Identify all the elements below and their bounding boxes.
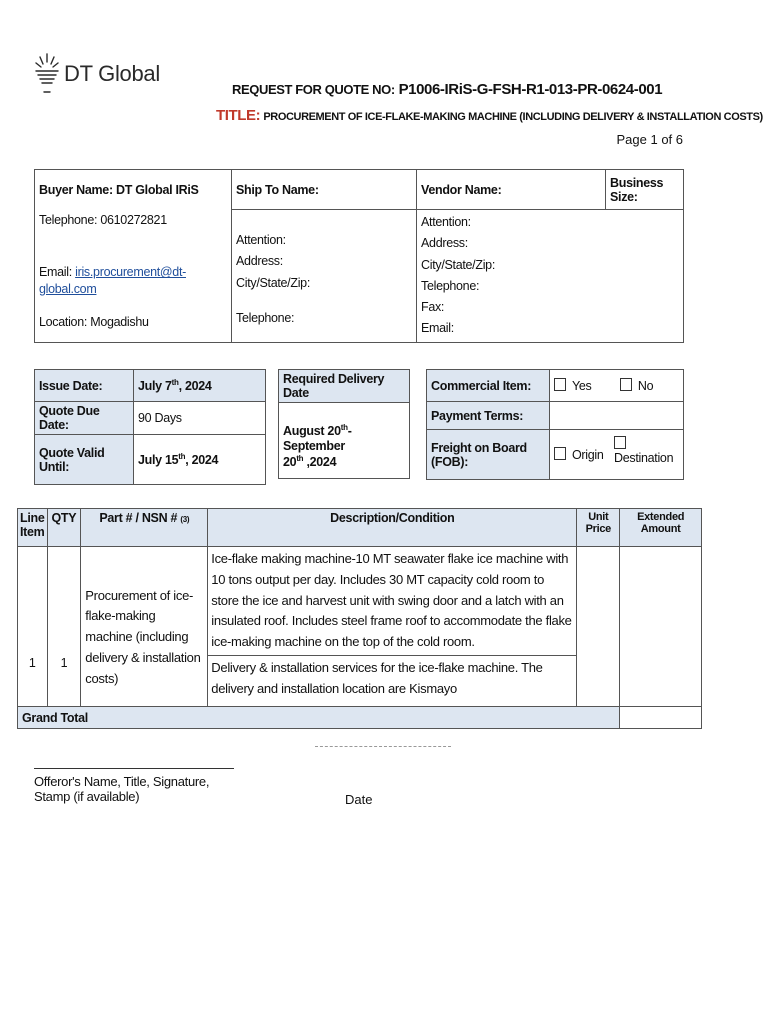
vendor-attention: Attention: [421,215,471,229]
yes-checkbox[interactable] [554,378,566,391]
quote-valid-label: Quote Valid Until: [35,435,134,485]
rfq-number: P1006-IRiS-G-FSH-R1-013-PR-0624-001 [398,81,663,98]
business-size: Business Size: [606,170,684,210]
date-label: Date [345,792,373,807]
no-checkbox[interactable] [620,378,632,391]
payment-terms-value [550,402,684,430]
payment-terms-label: Payment Terms: [427,402,550,430]
row-qty: 1 [47,547,81,707]
row-line: 1 [18,547,48,707]
buyer-name: Buyer Name: DT Global IRiS [35,170,232,210]
commercial-item-label: Commercial Item: [427,370,550,402]
vendor-name: Vendor Name: [417,170,606,210]
separator [315,746,451,747]
buyer-details [35,210,232,343]
description-machine: Ice-flake making machine-10 MT seawater flake ice machine with 10 tons output per day. Includes 30 MT capacity cold room to store the ice and harvest unit with swing door and a latch with an insulated roof. Includes steel frame roof to accommodate the flake ice-making machine on the top of the cold room. [208,547,576,656]
sunburst-logo-icon [34,52,60,96]
quote-valid-value: July 15th, 2024 [134,435,266,485]
vendor-details [417,210,684,343]
header-part: Part # / NSN # (3) [81,509,208,547]
fob-label: Freight on Board (FOB): [427,430,550,480]
header-extended-amount: Extended Amount [620,509,702,547]
vendor-city: City/State/Zip: [421,257,495,272]
ship-to-details [232,210,417,343]
buyer-email-label: Email: [39,265,76,280]
yes-label: Yes [572,379,592,393]
buyer-telephone: Telephone: 0610272821 [39,212,167,227]
header-line-item: Line Item [18,509,48,547]
required-delivery-value: August 20th- September 20th ,2024 [279,403,410,479]
logo [34,52,160,96]
buyer-email-line [39,264,227,298]
buyer-location: Location: Mogadishu [39,315,149,330]
vendor-email: Email: [421,321,454,336]
title-text: PROCUREMENT OF ICE-FLAKE-MAKING MACHINE (INCLUDING DELIVERY & INSTALLATION COSTS) [263,111,763,123]
vendor-fax: Fax: [421,300,445,314]
logo-text: DT Global [64,61,160,86]
vendor-telephone: Telephone: [421,278,480,293]
table-row [18,547,702,707]
commercial-item-options [550,370,684,402]
offeror-label: Offeror's Name, Title, Signature, Stamp (if available) [34,774,210,804]
parties-table [34,169,684,343]
destination-checkbox[interactable] [614,436,626,449]
description-delivery: Delivery & installation services for the ice-flake machine. The delivery and installation location are Kismayo [211,659,543,696]
ship-to-name: Ship To Name: [232,170,417,210]
ship-attention: Attention: [236,233,286,247]
ship-telephone: Telephone: [236,310,295,325]
quote-due-value: 90 Days [134,402,266,435]
buyer-email-link[interactable]: iris.procurement@dt-global.com [39,265,186,297]
terms-table [426,369,684,480]
fob-options [550,430,684,480]
page-number: Page 1 of 6 [616,132,683,147]
ship-city: City/State/Zip: [236,275,310,290]
delivery-table [278,369,410,479]
row-unit-price [577,547,620,707]
issue-date-value: July 7th, 2024 [134,370,266,402]
title-heading [216,107,763,124]
issue-date-label: Issue Date: [35,370,134,402]
grand-total-label: Grand Total [18,707,620,729]
required-delivery-label: Required Delivery Date [279,370,410,403]
no-label: No [637,379,654,393]
quote-due-label: Quote Due Date: [35,402,134,435]
signature-line [34,768,234,769]
origin-label: Origin [572,448,604,462]
row-description [208,547,577,707]
items-table [17,508,702,729]
header-unit-price: Unit Price [577,509,620,547]
title-label: TITLE: [216,107,261,124]
row-extended-amount [620,547,702,707]
row-part: Procurement of ice-flake-making machine (including delivery & installation costs) [81,547,208,707]
rfq-heading [232,81,662,98]
vendor-address: Address: [421,236,468,251]
grand-total-value [620,707,702,729]
header-description: Description/Condition [208,509,577,547]
dates-table [34,369,266,485]
header-qty: QTY [47,509,81,547]
destination-label: Destination [614,451,674,465]
origin-checkbox[interactable] [554,447,566,460]
ship-address: Address: [236,254,283,269]
rfq-label: REQUEST FOR QUOTE NO: [232,82,395,97]
